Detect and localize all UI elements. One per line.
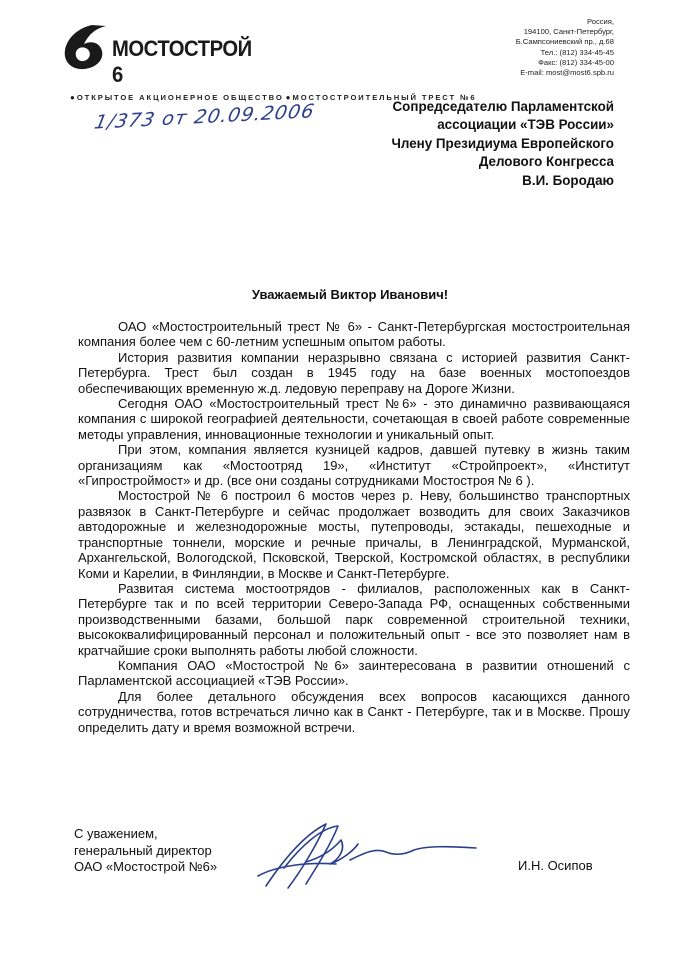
company-contacts: [414, 17, 614, 78]
bullet-icon: ●: [285, 92, 291, 102]
body-paragraph: Мостострой № 6 построил 6 мостов через р. Неву, большинство транспортных развязок в Санкт-Петербурге и сейчас продолжает возводить для своих Заказчиков автодорожные и железнодорожные мосты, путепроводы, эстакады, пешеходные и транспортные тоннели, морские и речные причалы, в Ленинградской, Мурманской, Архангельской, Вологодской, Псковской, Тверской, Костромской областях, в республики Коми и Карелии, в Финляндии, в Москве и Санкт-Петербурге.: [78, 488, 630, 581]
bullet-icon: ●: [70, 92, 75, 102]
company-form: ОТКРЫТОЕ АКЦИОНЕРНОЕ ОБЩЕСТВО: [76, 92, 284, 102]
contact-line: Россия,: [586, 17, 614, 26]
addressee-line: Члену Президиума Европейского: [391, 135, 614, 151]
body-paragraph: История развития компании неразрывно связана с историей развития Санкт-Петербурга. Трест был создан в 1945 году на базе военных мостопоездов обеспечивающих временную ж.д. ледовую переправу на Дороге Жизни.: [78, 349, 630, 396]
addressee-block: [334, 98, 614, 190]
signoff-block: [74, 826, 217, 876]
signoff-line: ОАО «Мостострой №6»: [74, 859, 218, 874]
logo-wordmark: МОСТОСТРОЙ 6: [112, 36, 252, 87]
body-paragraph: Развитая система мостоотрядов - филиалов, расположенных как в Санкт-Петербурге так и по всей территории Северо-Запада РФ, оснащенных собственными производственными базами, большой парк современной строительной техники, высококвалифицированный персонал и положительный опыт - все это позволяет нам в кратчайшие сроки выполнять работы любой сложности.: [78, 580, 630, 658]
company-logo: [62, 22, 262, 87]
contact-line: 194100, Санкт-Петербург,: [523, 27, 614, 37]
logo-emblem-icon: [62, 22, 114, 72]
handwritten-signature: [246, 816, 496, 896]
body-paragraph: ОАО «Мостостроительный трест № 6» - Санкт-Петербургская мостостроительная компания более чем с 60-летним успешным опытом работы.: [78, 319, 630, 350]
body-paragraph: Для более детального обсуждения всех вопросов касающихся данного сотрудничества, готов встречаться лично как в Санкт - Петербурге, так и в Москве. Прошу определить дату и время возможной встречи.: [78, 688, 630, 735]
addressee-line: Сопредседателю Парламентской: [392, 99, 614, 114]
letter-greeting: Уважаемый Виктор Иванович!: [251, 287, 449, 302]
contact-line: Факс: (812) 334-45-00: [538, 57, 614, 67]
addressee-line: Делового Конгресса: [478, 154, 614, 170]
signatory-name: И.Н. Осипов: [518, 858, 593, 873]
company-title: МОСТОСТРОИТЕЛЬНЫЙ ТРЕСТ №6: [292, 92, 477, 102]
addressee-line: ассоциации «ТЭВ России»: [437, 117, 614, 133]
body-paragraph: Компания ОАО «Мостострой №6» заинтересована в развитии отношений с Парламентской ассоциацией «ТЭВ России».: [78, 657, 630, 689]
body-paragraph: Сегодня ОАО «Мостостроительный трест №6» - это динамично развивающаяся компания с широкой географией деятельности, сочетающая в своей работе современные методы управления, инновационные технологии и уникальный опыт.: [78, 396, 630, 442]
contact-line: Б.Сампсониевский пр., д.68: [515, 37, 614, 47]
addressee-line: В.И. Бородаю: [522, 172, 614, 188]
body-paragraph: При этом, компания является кузницей кадров, давшей путевку в жизнь таким организациям как «Мостоотряд 19», «Институт «Стройпроект», «Институт «Гипростроймост» и др. (все они созданы сотрудниками Мостостроя № 6 ).: [78, 442, 630, 489]
handwritten-reference: 1/373 от 20.09.2006: [92, 100, 317, 134]
contact-line: E-mail: most@most6.spb.ru: [520, 68, 614, 78]
signoff-line: С уважением,: [74, 826, 158, 841]
letter-body: [78, 319, 630, 735]
signoff-line: генеральный директор: [74, 842, 212, 858]
contact-line: Тел.: (812) 334-45-45: [540, 47, 614, 57]
